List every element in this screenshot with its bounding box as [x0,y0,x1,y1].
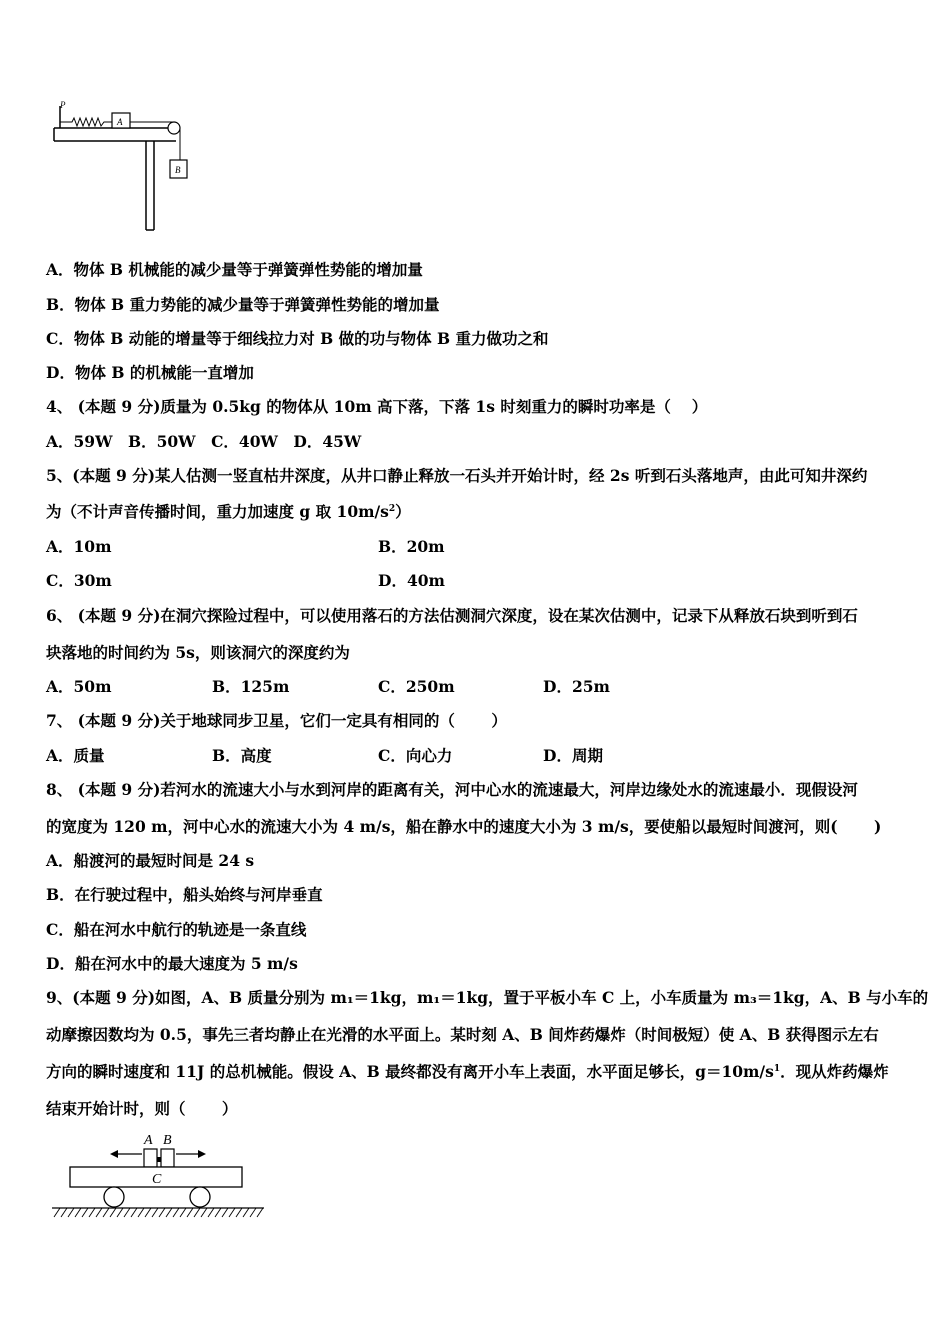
q4-options: A．59W B．50W C．40W D．45W [46,432,362,451]
q4-stem: 4、 (本题 9 分)质量为 0.5kg 的物体从 10m 高下落，下落 1s 时刻重力的瞬时功率是（ ） [46,397,708,416]
q5-stem-line2: 为（不计声音传播时间，重力加速度 g 取 $10m/s^2$） [46,502,411,521]
q6-option-b: B．125m [212,677,290,696]
q9-line3: 方向的瞬时速度和 11J 的总机械能。假设 A、B 最终都没有离开小车上表面，水平面足够长，$g=10m/s^1$．现从炸药爆炸 [46,1062,889,1081]
q8-option-a: A．船渡河的最短时间是 24 s [46,851,255,870]
cart-figure [48,1128,270,1222]
label-c: C [152,1172,162,1187]
spring-pulley-figure [50,98,195,234]
arrow-right-head [198,1150,206,1158]
label-b: B [175,165,181,175]
q8-option-b: B．在行驶过程中，船头始终与河岸垂直 [46,885,323,904]
q8-stem-line2: 的宽度为 120 m，河中心水的流速大小为 4 m/s，船在静水中的速度大小为 3 m/s，要使船以最短时间渡河，则( ) [46,817,882,836]
q3-option-a: A．物体 B 机械能的减少量等于弹簧弹性势能的增加量 [46,260,423,279]
q9-line2: 动摩擦因数均为 0.5，事先三者均静止在光滑的水平面上。某时刻 A、B 间炸药爆炸（时间极短）使 A、B 获得图示左右 [46,1025,879,1044]
arrow-left-head [110,1150,118,1158]
block-b [161,1149,174,1167]
wheel-left [104,1187,124,1207]
q5-option-b: B．20m [378,537,445,556]
q5-option-a: A．10m [46,537,112,556]
q6-stem-line2: 块落地的时间约为 5s，则该洞穴的深度约为 [46,643,350,662]
q5-option-d: D．40m [378,571,445,590]
q7-stem: 7、 (本题 9 分)关于地球同步卫星，它们一定具有相同的（ ） [46,711,507,730]
q8-option-d: D．船在河水中的最大速度为 5 m/s [46,954,298,973]
q9-line1: 9、(本题 9 分)如图，A、B 质量分别为 m₁＝1kg，m₁＝1kg，置于平板小车 C 上，小车质量为 m₃＝1kg，A、B 与小车的 [46,988,929,1007]
table-leg [146,141,154,230]
q3-option-c: C．物体 B 动能的增量等于细线拉力对 B 做的功与物体 B 重力做功之和 [46,329,549,348]
q6-option-d: D．25m [543,677,610,696]
q8-stem-line1: 8、 (本题 9 分)若河水的流速大小与水到河岸的距离有关，河中心水的流速最大，河岸边缘处水的流速最小．现假设河 [46,780,858,799]
block-a [144,1149,157,1167]
q8-option-c: C．船在河水中航行的轨迹是一条直线 [46,920,307,939]
spring [60,118,112,126]
q7-option-d: D．周期 [543,746,603,765]
q5-option-c: C．30m [46,571,112,590]
ground-hatching [54,1208,263,1217]
label-a: A [117,117,123,127]
q6-option-a: A．50m [46,677,112,696]
label-b: B [163,1133,172,1148]
q7-option-c: C．向心力 [378,746,453,765]
wheel-right [190,1187,210,1207]
q6-option-c: C．250m [378,677,455,696]
q3-option-b: B．物体 B 重力势能的减少量等于弹簧弹性势能的增加量 [46,295,440,314]
q6-stem-line1: 6、 (本题 9 分)在洞穴探险过程中，可以使用落石的方法估测洞穴深度，设在某次估测中，记录下从释放石块到听到石 [46,606,858,625]
q9-line4: 结束开始计时，则（ ） [46,1099,238,1118]
explosive [157,1157,161,1162]
q7-option-b: B．高度 [212,746,272,765]
q7-option-a: A．质量 [46,746,105,765]
label-a: A [144,1133,153,1148]
q3-option-d: D．物体 B 的机械能一直增加 [46,363,254,382]
q5-stem-line1: 5、(本题 9 分)某人估测一竖直枯井深度，从井口静止释放一石头并开始计时，经 2s 听到石头落地声，由此可知井深约 [46,466,868,485]
label-p: P [60,100,66,110]
pulley [168,122,180,134]
table-top [54,128,176,141]
